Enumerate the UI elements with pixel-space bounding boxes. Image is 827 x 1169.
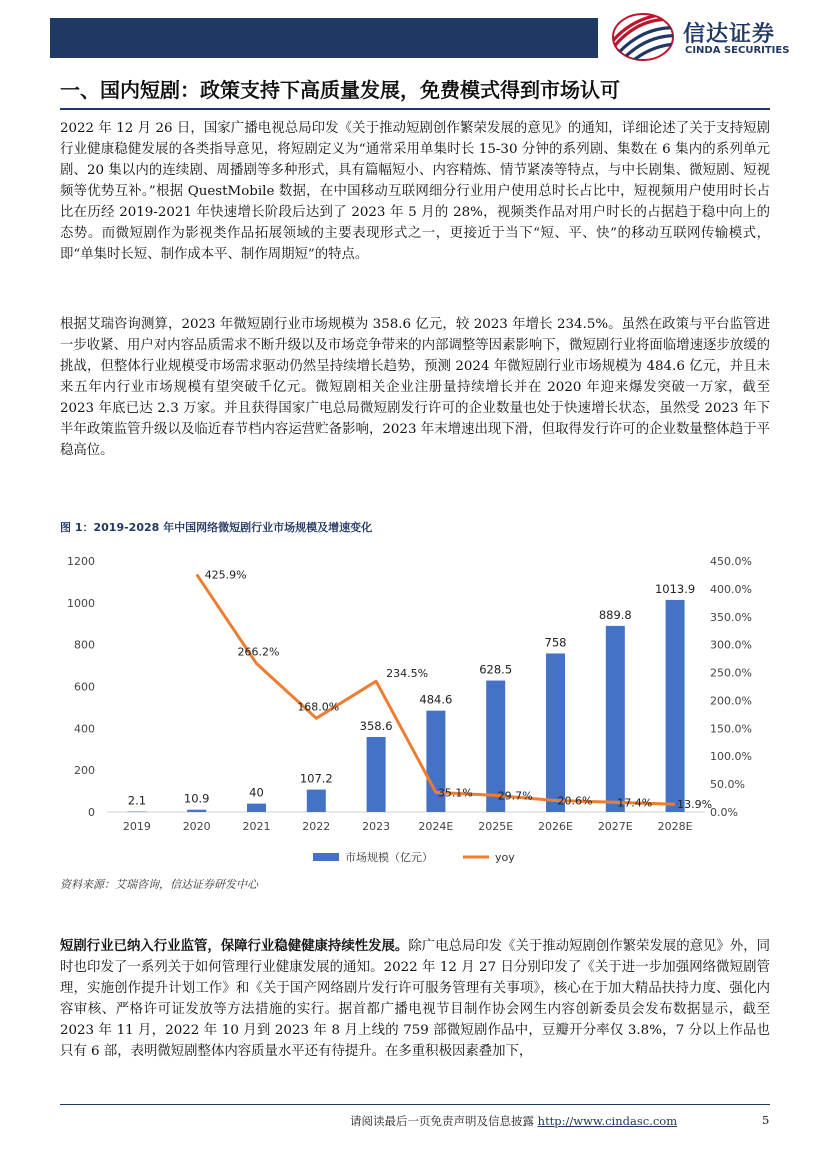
legend-bar-swatch: [313, 853, 339, 861]
logo-english-name: CINDA SECURITIES: [685, 45, 790, 56]
yoy-data-label: 234.5%: [386, 667, 429, 681]
bar-data-label: 107.2: [299, 771, 333, 786]
paragraph-regulation-body: 除广电总局印发《关于推动短剧创作繁荣发展的意见》外，同时也印发了一系列关于如何管理行业健康发展的通知。2022 年 12 月 27 日分别印发了《关于进一步加强网络微短剧管理，实施创作提升计划工作》和《关于国产网络剧片发行许可服务管理有关事项》，核心在于加大精品扶持力度、强化内容审核、严格许可证发放等方法措施的实行。据首都广播电视节目制作协会网生内容创新委员会发布数据显示，截至 2023 年 11 月，2022 年 10 月到 2023 年 8 月上线的 759 部微短剧作品中，豆瓣开分率仅 3.8%，7 分以上作品也只有 6 部，表明微短剧整体内容质量水平还有待提升。在多重积极因素叠加下，: [60, 939, 771, 1059]
right-axis-tick-label: 0.0%: [710, 806, 738, 819]
bar: [666, 600, 685, 812]
bar: [367, 737, 386, 812]
bar: [247, 804, 266, 812]
yoy-data-label: 35.1%: [437, 786, 473, 800]
left-axis-tick-label: 400: [74, 722, 95, 736]
paragraph-market-size: 根据艾瑞咨询测算，2023 年微短剧行业市场规模为 358.6 亿元，较 2023 年增长 234.5%。虽然在政策与平台监管进一步收紧、用户对内容品质需求不断升级以及市场竞争带来的内部调整等因素影响下，微短剧行业将面临增速逐步放缓的挑战，但整体行业规模受市场需求驱动仍然呈持续增长趋势，预测 2024 年微短剧行业市场规模为 484.6 亿元，并且未来五年内行业市场规模有望突破千亿元。微短剧相关企业注册量持续增长并在 2020 年迎来爆发突破一万家，截至 2023 年底已达 2.3 万家。并且获得国家广电总局微短剧发行许可的企业数量也处于快速增长状态，虽然受 2023 年下半年政策监管升级以及临近春节档内容运营贮备影响，2023 年末增速出现下滑，但取得发行许可的企业数量整体趋于平稳高位。: [60, 317, 770, 458]
header-bar: [50, 18, 598, 58]
yoy-data-label: 13.9%: [677, 798, 713, 812]
right-axis-tick-label: 250.0%: [710, 666, 752, 680]
right-axis-tick-label: 50.0%: [710, 778, 745, 792]
yoy-data-label: 266.2%: [237, 645, 280, 659]
x-axis-tick-label: 2028E: [657, 820, 693, 833]
yoy-data-label: 20.6%: [557, 794, 593, 808]
bar-data-label: 10.9: [183, 791, 210, 806]
bar-data-label: 484.6: [419, 692, 453, 707]
section-title: 一、国内短剧：政策支持下高质量发展，免费模式得到市场认可: [60, 78, 620, 102]
right-axis-tick-label: 300.0%: [710, 638, 752, 652]
x-axis-tick-label: 2026E: [538, 820, 573, 833]
right-axis-tick-label: 400.0%: [710, 582, 752, 596]
bar: [606, 626, 625, 812]
footer-disclaimer: 请阅读最后一页免责声明及信息披露: [350, 1114, 534, 1128]
market-size-chart: [55, 545, 775, 870]
left-axis-tick-label: 0: [88, 806, 95, 819]
right-axis-tick-label: 150.0%: [710, 722, 752, 736]
x-axis-tick-label: 2027E: [597, 820, 633, 833]
page-number: 5: [762, 1113, 770, 1127]
bar-data-label: 2.1: [127, 793, 147, 808]
footer-website-link[interactable]: http://www.cindasc.com: [537, 1114, 678, 1128]
bar: [546, 653, 565, 812]
right-axis-tick-label: 100.0%: [710, 750, 752, 764]
paragraph-regulation: [60, 936, 770, 1062]
legend-line-label: yoy: [495, 851, 515, 864]
figure-source: 资料来源：艾瑞咨询，信达证券研发中心: [60, 878, 258, 891]
x-axis-tick-label: 2022: [302, 820, 331, 833]
left-axis-tick-label: 1000: [67, 596, 95, 610]
x-axis-tick-label: 2025E: [478, 820, 514, 833]
bar-data-label: 628.5: [479, 662, 513, 677]
x-axis-tick-label: 2024E: [418, 820, 454, 833]
right-axis-tick-label: 200.0%: [710, 694, 752, 708]
legend-bar-label: 市场规模（亿元）: [345, 851, 433, 864]
logo: [605, 12, 810, 62]
bar-data-label: 889.8: [598, 607, 632, 622]
bar-data-label: 758: [544, 635, 567, 650]
bar-data-label: 40: [249, 785, 264, 800]
right-axis-tick-label: 450.0%: [710, 555, 752, 568]
title-divider: [60, 108, 770, 110]
logo-emblem-icon: [605, 12, 681, 62]
yoy-data-label: 425.9%: [204, 568, 247, 582]
bar-data-label: 358.6: [359, 718, 393, 733]
logo-chinese-name: 信达证券: [683, 22, 776, 47]
paragraph-policy: 2022 年 12 月 26 日，国家广播电视总局印发《关于推动短剧创作繁荣发展的意见》的通知，详细论述了关于支持短剧行业健康稳健发展的各类指导意见，将短剧定义为“通常采用单集时长 15-30 分钟的系列剧、集数在 6 集内的系列单元剧、20 集以内的连续剧、周播剧等多种形式，具有篇幅短小、内容精炼、情节紧凑等特点，与中长剧集、微短剧、短视频等优势互补。”根据 QuestMobile 数据，在中国移动互联网细分行业用户使用总时长占比中，短视频用户使用时长占比在历经 2019-2021 年快速增长阶段后达到了 2023 年 5 月的 28%，视频类作品对用户时长的占据趋于稳中向上的态势。而微短剧作为影视类作品拓展领域的主要表现形式之一，更接近于当下“短、平、快”的移动互联网传输模式，即“单集时长短、制作成本平、制作周期短”的特点。: [60, 121, 770, 262]
bar: [307, 790, 326, 812]
yoy-data-label: 168.0%: [297, 700, 340, 714]
left-axis-tick-label: 1200: [67, 555, 95, 568]
x-axis-tick-label: 2023: [362, 820, 391, 833]
left-axis-tick-label: 800: [74, 638, 95, 652]
right-axis-tick-label: 350.0%: [710, 610, 752, 624]
x-axis-tick-label: 2020: [182, 820, 211, 833]
yoy-data-label: 29.7%: [497, 789, 533, 803]
bar: [187, 810, 206, 812]
footer-divider: [60, 1104, 770, 1105]
x-axis-tick-label: 2019: [122, 820, 151, 833]
left-axis-tick-label: 600: [74, 680, 95, 694]
footer: [350, 1113, 677, 1129]
yoy-data-label: 17.4%: [617, 796, 653, 810]
x-axis-tick-label: 2021: [242, 820, 271, 833]
figure-caption: 图 1：2019-2028 年中国网络微短剧行业市场规模及增速变化: [60, 521, 373, 534]
bar-data-label: 1013.9: [654, 581, 696, 596]
paragraph-regulation-lead: 短剧行业已纳入行业监管，保障行业稳健健康持续性发展。: [60, 938, 409, 954]
left-axis-tick-label: 200: [74, 764, 95, 778]
